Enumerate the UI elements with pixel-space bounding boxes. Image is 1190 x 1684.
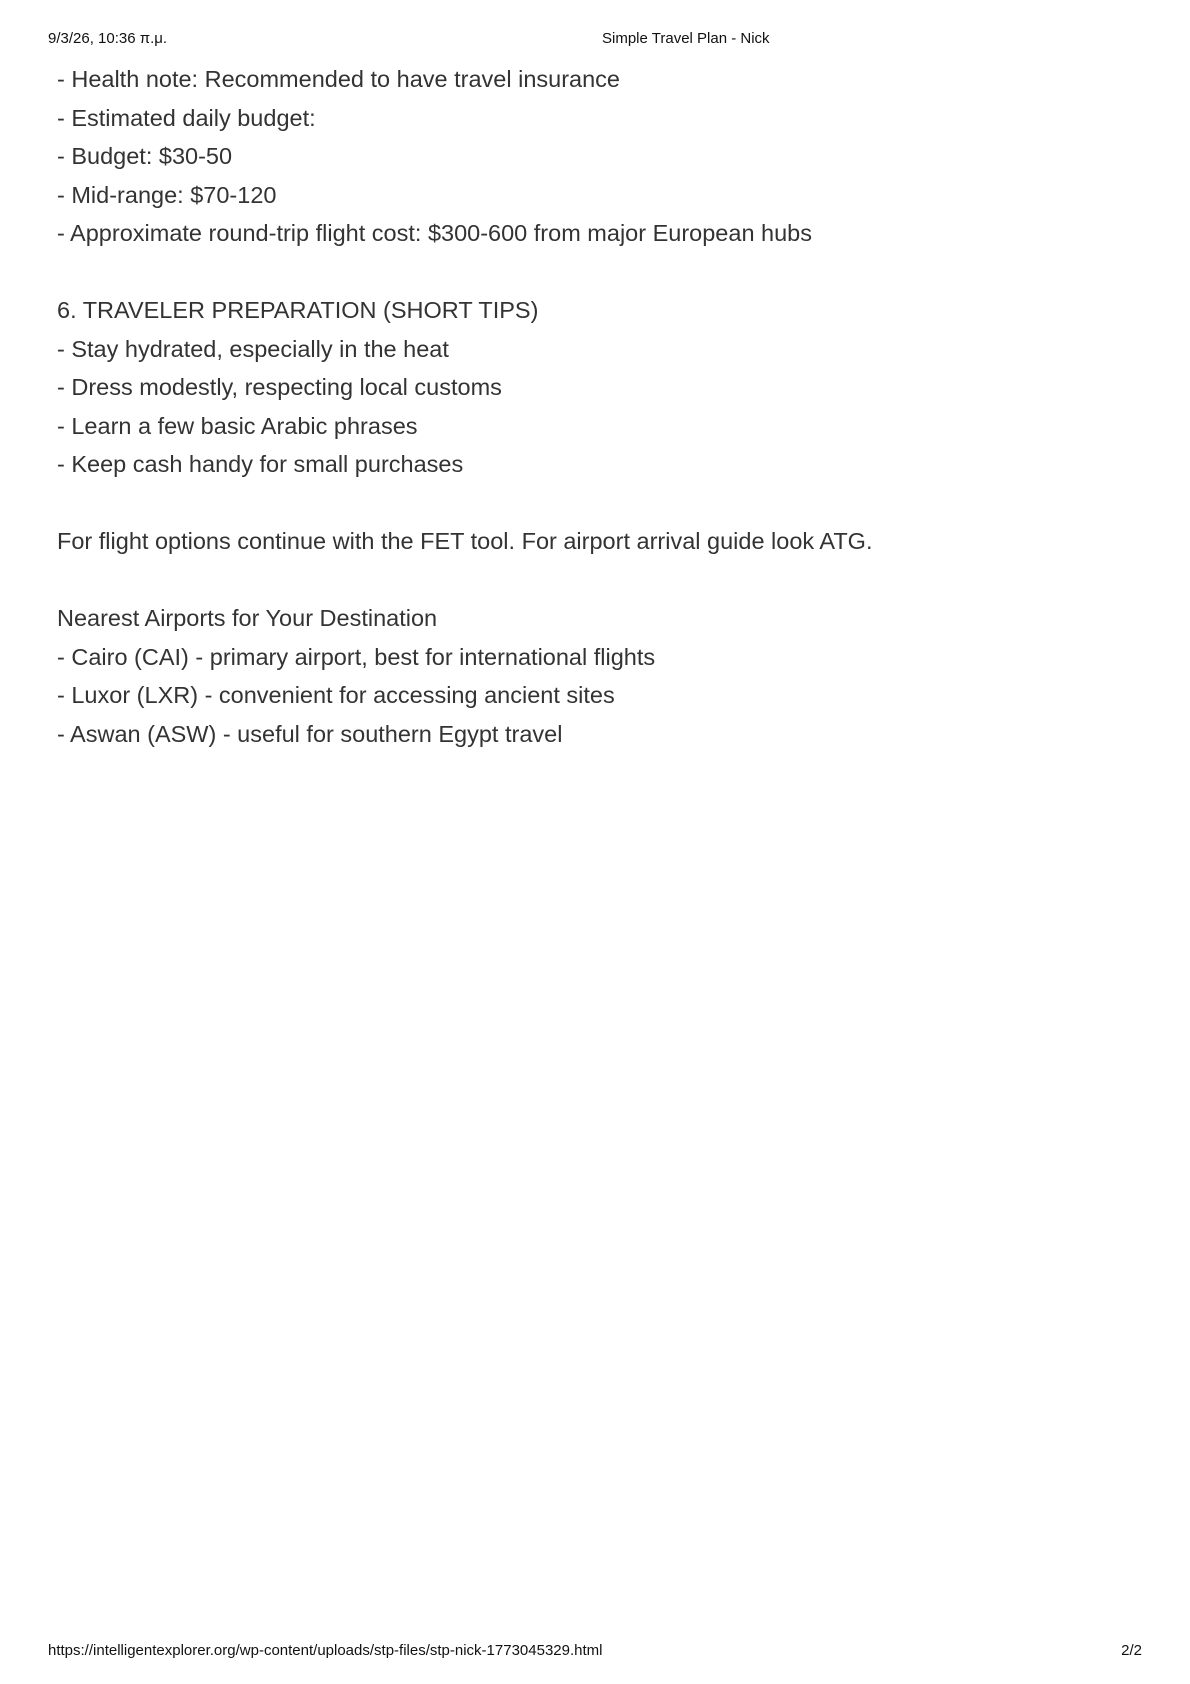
list-item: - Learn a few basic Arabic phrases <box>57 412 418 439</box>
print-doc-title: Simple Travel Plan - Nick <box>602 30 770 47</box>
flight-note: For flight options continue with the FET tool. For airport arrival guide look ATG. <box>57 528 873 554</box>
list-item: - Aswan (ASW) - useful for southern Egypt travel <box>57 720 563 747</box>
spacer <box>57 561 1137 600</box>
budget-line: - Budget: $30-50 <box>57 143 233 169</box>
document-body <box>57 60 1137 753</box>
health-note: - Health note: Recommended to have travel insurance <box>57 66 621 92</box>
preparation-heading: 6. TRAVELER PREPARATION (SHORT TIPS) <box>57 297 539 323</box>
spacer <box>57 484 1137 523</box>
list-item: - Cairo (CAI) - primary airport, best for international flights <box>57 643 656 670</box>
print-header <box>48 30 1142 50</box>
print-datetime: 9/3/26, 10:36 π.μ. <box>48 30 168 47</box>
list-item: - Dress modestly, respecting local customs <box>57 374 502 400</box>
flight-cost-line: - Approximate round-trip flight cost: $300-600 from major European hubs <box>57 220 813 246</box>
mid-range-line: - Mid-range: $70-120 <box>57 181 277 208</box>
spacer <box>57 253 1137 292</box>
page-number: 2/2 <box>1121 1642 1142 1659</box>
list-item: - Luxor (LXR) - convenient for accessing ancient sites <box>57 682 615 708</box>
airports-heading: Nearest Airports for Your Destination <box>57 605 438 631</box>
daily-budget-label: - Estimated daily budget: <box>57 104 316 131</box>
list-item: - Keep cash handy for small purchases <box>57 451 464 477</box>
list-item: - Stay hydrated, especially in the heat <box>57 335 449 362</box>
print-footer <box>48 1642 1142 1662</box>
print-url: https://intelligentexplorer.org/wp-content/uploads/stp-files/stp-nick-1773045329.html <box>48 1642 603 1659</box>
